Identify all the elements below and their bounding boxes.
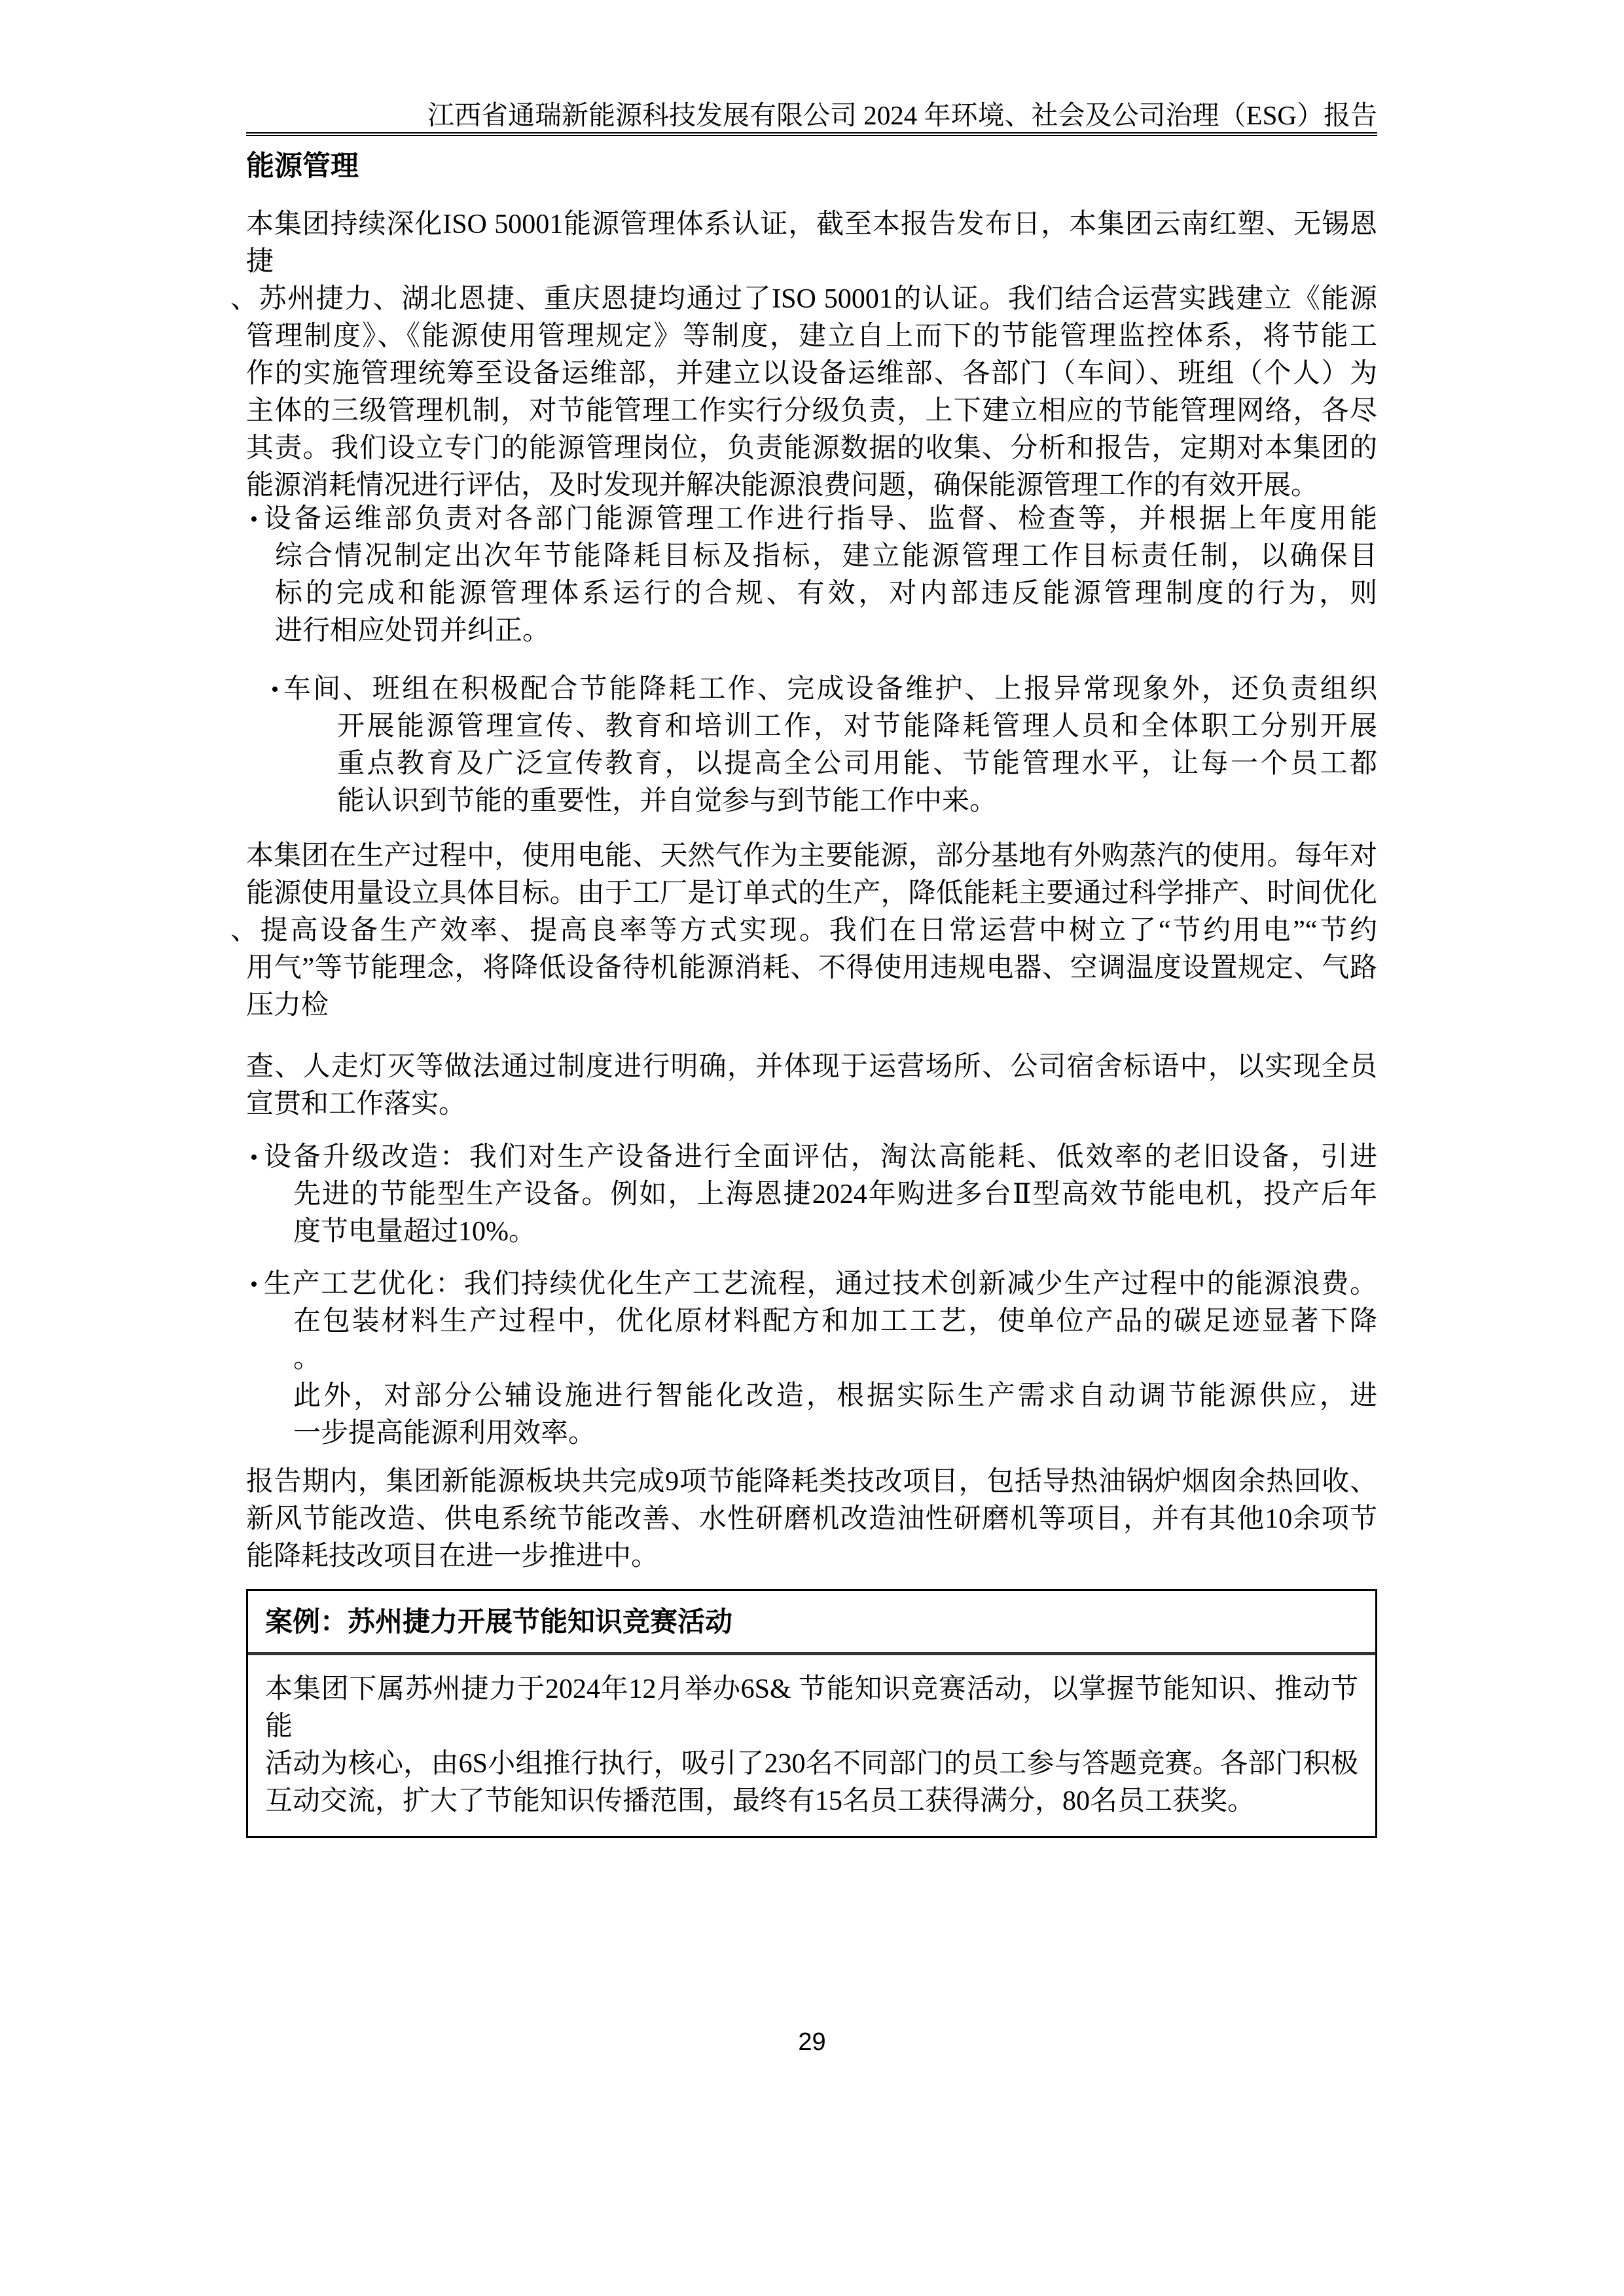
- text-line: 设备升级改造：我们对生产设备进行全面评估，淘汰高能耗、低效率的老旧设备，引进: [264, 1142, 1377, 1172]
- text-line: 本集团持续深化ISO 50001能源管理体系认证，截至本报告发布日，本集团云南红塑、无锡恩捷: [246, 209, 1377, 277]
- text-line: 重点教育及广泛宣传教育，以提高全公司用能、节能管理水平，让每一个员工都: [337, 749, 1377, 779]
- page-number: 29: [798, 2028, 826, 2056]
- text-line: 宣贯和工作落实。: [246, 1089, 467, 1119]
- text-line: 活动为核心，由6S小组推行执行，吸引了230名不同部门的员工参与答题竞赛。各部门积极: [265, 1749, 1358, 1779]
- case-study-box: [246, 1589, 1377, 1838]
- text-line: 用气”等节能理念，将降低设备待机能源消耗、不得使用违规电器、空调温度设置规定、气路: [246, 953, 1377, 983]
- text-line: 压力检: [246, 990, 329, 1020]
- case-study-body: [248, 1655, 1375, 1836]
- text-line: 一步提高能源利用效率。: [293, 1418, 596, 1448]
- text-line: 在包装材料生产过程中，优化原材料配方和加工工艺，使单位产品的碳足迹显著下降: [293, 1306, 1377, 1336]
- bullet-item: [246, 501, 1377, 650]
- text-line: 能源消耗情况进行评估，及时发现并解决能源浪费问题，确保能源管理工作的有效开展。: [246, 471, 1319, 501]
- text-line: 报告期内，集团新能源板块共完成9项节能降耗类技改项目，包括导热油锅炉烟囱余热回收、: [246, 1467, 1377, 1497]
- text-line: 新风节能改造、供电系统节能改善、水性研磨机改造油性研磨机等项目，并有其他10余项节: [246, 1504, 1377, 1534]
- paragraph: [246, 1049, 1377, 1123]
- text-line: 。: [293, 1344, 321, 1374]
- case-study-title: 案例：苏州捷力开展节能知识竞赛活动: [265, 1607, 733, 1638]
- text-line: 本集团在生产过程中，使用电能、天然气作为主要能源，部分基地有外购蒸汽的使用。每年对: [246, 841, 1377, 871]
- text-line: 综合情况制定出次年节能降耗目标及指标，建立能源管理工作目标责任制，以确保目: [275, 541, 1377, 571]
- bullet-icon: •: [271, 677, 279, 702]
- text-line: 、苏州捷力、湖北恩捷、重庆恩捷均通过了ISO 50001的认证。我们结合运营实践建立《能源: [230, 284, 1377, 314]
- report-header-title: 江西省通瑞新能源科技发展有限公司 2024 年环境、社会及公司治理（ESG）报告: [427, 100, 1377, 130]
- bullet-item: [246, 1139, 1377, 1251]
- text-line: 开展能源管理宣传、教育和培训工作，对节能降耗管理人员和全体职工分别开展: [337, 711, 1377, 742]
- header-rule: [246, 132, 1377, 136]
- text-line: 先进的节能型生产设备。例如，上海恩捷2024年购进多台Ⅱ型高效节能电机，投产后年: [293, 1179, 1377, 1210]
- text-line: 管理制度》、《能源使用管理规定》等制度，建立自上而下的节能管理监控体系，将节能工: [246, 321, 1377, 351]
- text-line: 本集团下属苏州捷力于2024年12月举办6S& 节能知识竞赛活动，以掌握节能知识、推动节能: [265, 1674, 1358, 1742]
- text-line: 查、人走灯灭等做法通过制度进行明确，并体现于运营场所、公司宿舍标语中，以实现全员: [246, 1052, 1377, 1082]
- text-line: 车间、班组在积极配合节能降耗工作、完成设备维护、上报异常现象外，还负责组织: [283, 674, 1377, 704]
- paragraph: [230, 206, 1377, 505]
- text-line: 互动交流，扩大了节能知识传播范围，最终有15名员工获得满分，80名员工获奖。: [265, 1786, 1255, 1816]
- text-line: 其责。我们设立专门的能源管理岗位，负责能源数据的收集、分析和报告，定期对本集团的: [246, 433, 1377, 463]
- text-line: 、提高设备生产效率、提高良率等方式实现。我们在日常运营中树立了“节约用电”“节约: [230, 916, 1377, 946]
- text-line: 能降耗技改项目在进一步推进中。: [246, 1541, 659, 1571]
- text-line: 主体的三级管理机制，对节能管理工作实行分级负责，上下建立相应的节能管理网络，各尽: [246, 396, 1377, 426]
- text-line: 进行相应处罚并纠正。: [275, 616, 550, 646]
- text-line: 设备运维部负责对各部门能源管理工作进行指导、监督、检查等，并根据上年度用能: [264, 504, 1377, 534]
- paragraph: [230, 838, 1377, 1024]
- bullet-item: [246, 1266, 1377, 1452]
- text-line: 能认识到节能的重要性，并自觉参与到节能工作中来。: [337, 786, 998, 816]
- bullet-icon: •: [250, 1272, 258, 1297]
- text-line: 生产工艺优化：我们持续优化生产工艺流程，通过技术创新减少生产过程中的能源浪费。: [264, 1269, 1377, 1299]
- bullet-icon: •: [250, 1145, 258, 1170]
- text-line: 标的完成和能源管理体系运行的合规、有效，对内部违反能源管理制度的行为，则: [275, 579, 1377, 609]
- section-heading-energy-management: 能源管理: [246, 151, 359, 182]
- text-line: 此外，对部分公辅设施进行智能化改造，根据实际生产需求自动调节能源供应，进: [293, 1381, 1377, 1411]
- text-line: 能源使用量设立具体目标。由于工厂是订单式的生产，降低能耗主要通过科学排产、时间优化: [246, 878, 1377, 908]
- text-line: 作的实施管理统筹至设备运维部，并建立以设备运维部、各部门（车间）、班组（个人）为: [246, 359, 1377, 389]
- paragraph: [246, 1463, 1377, 1575]
- text-line: 度节电量超过10%。: [293, 1217, 536, 1247]
- bullet-icon: •: [250, 507, 258, 531]
- bullet-item: [246, 671, 1377, 820]
